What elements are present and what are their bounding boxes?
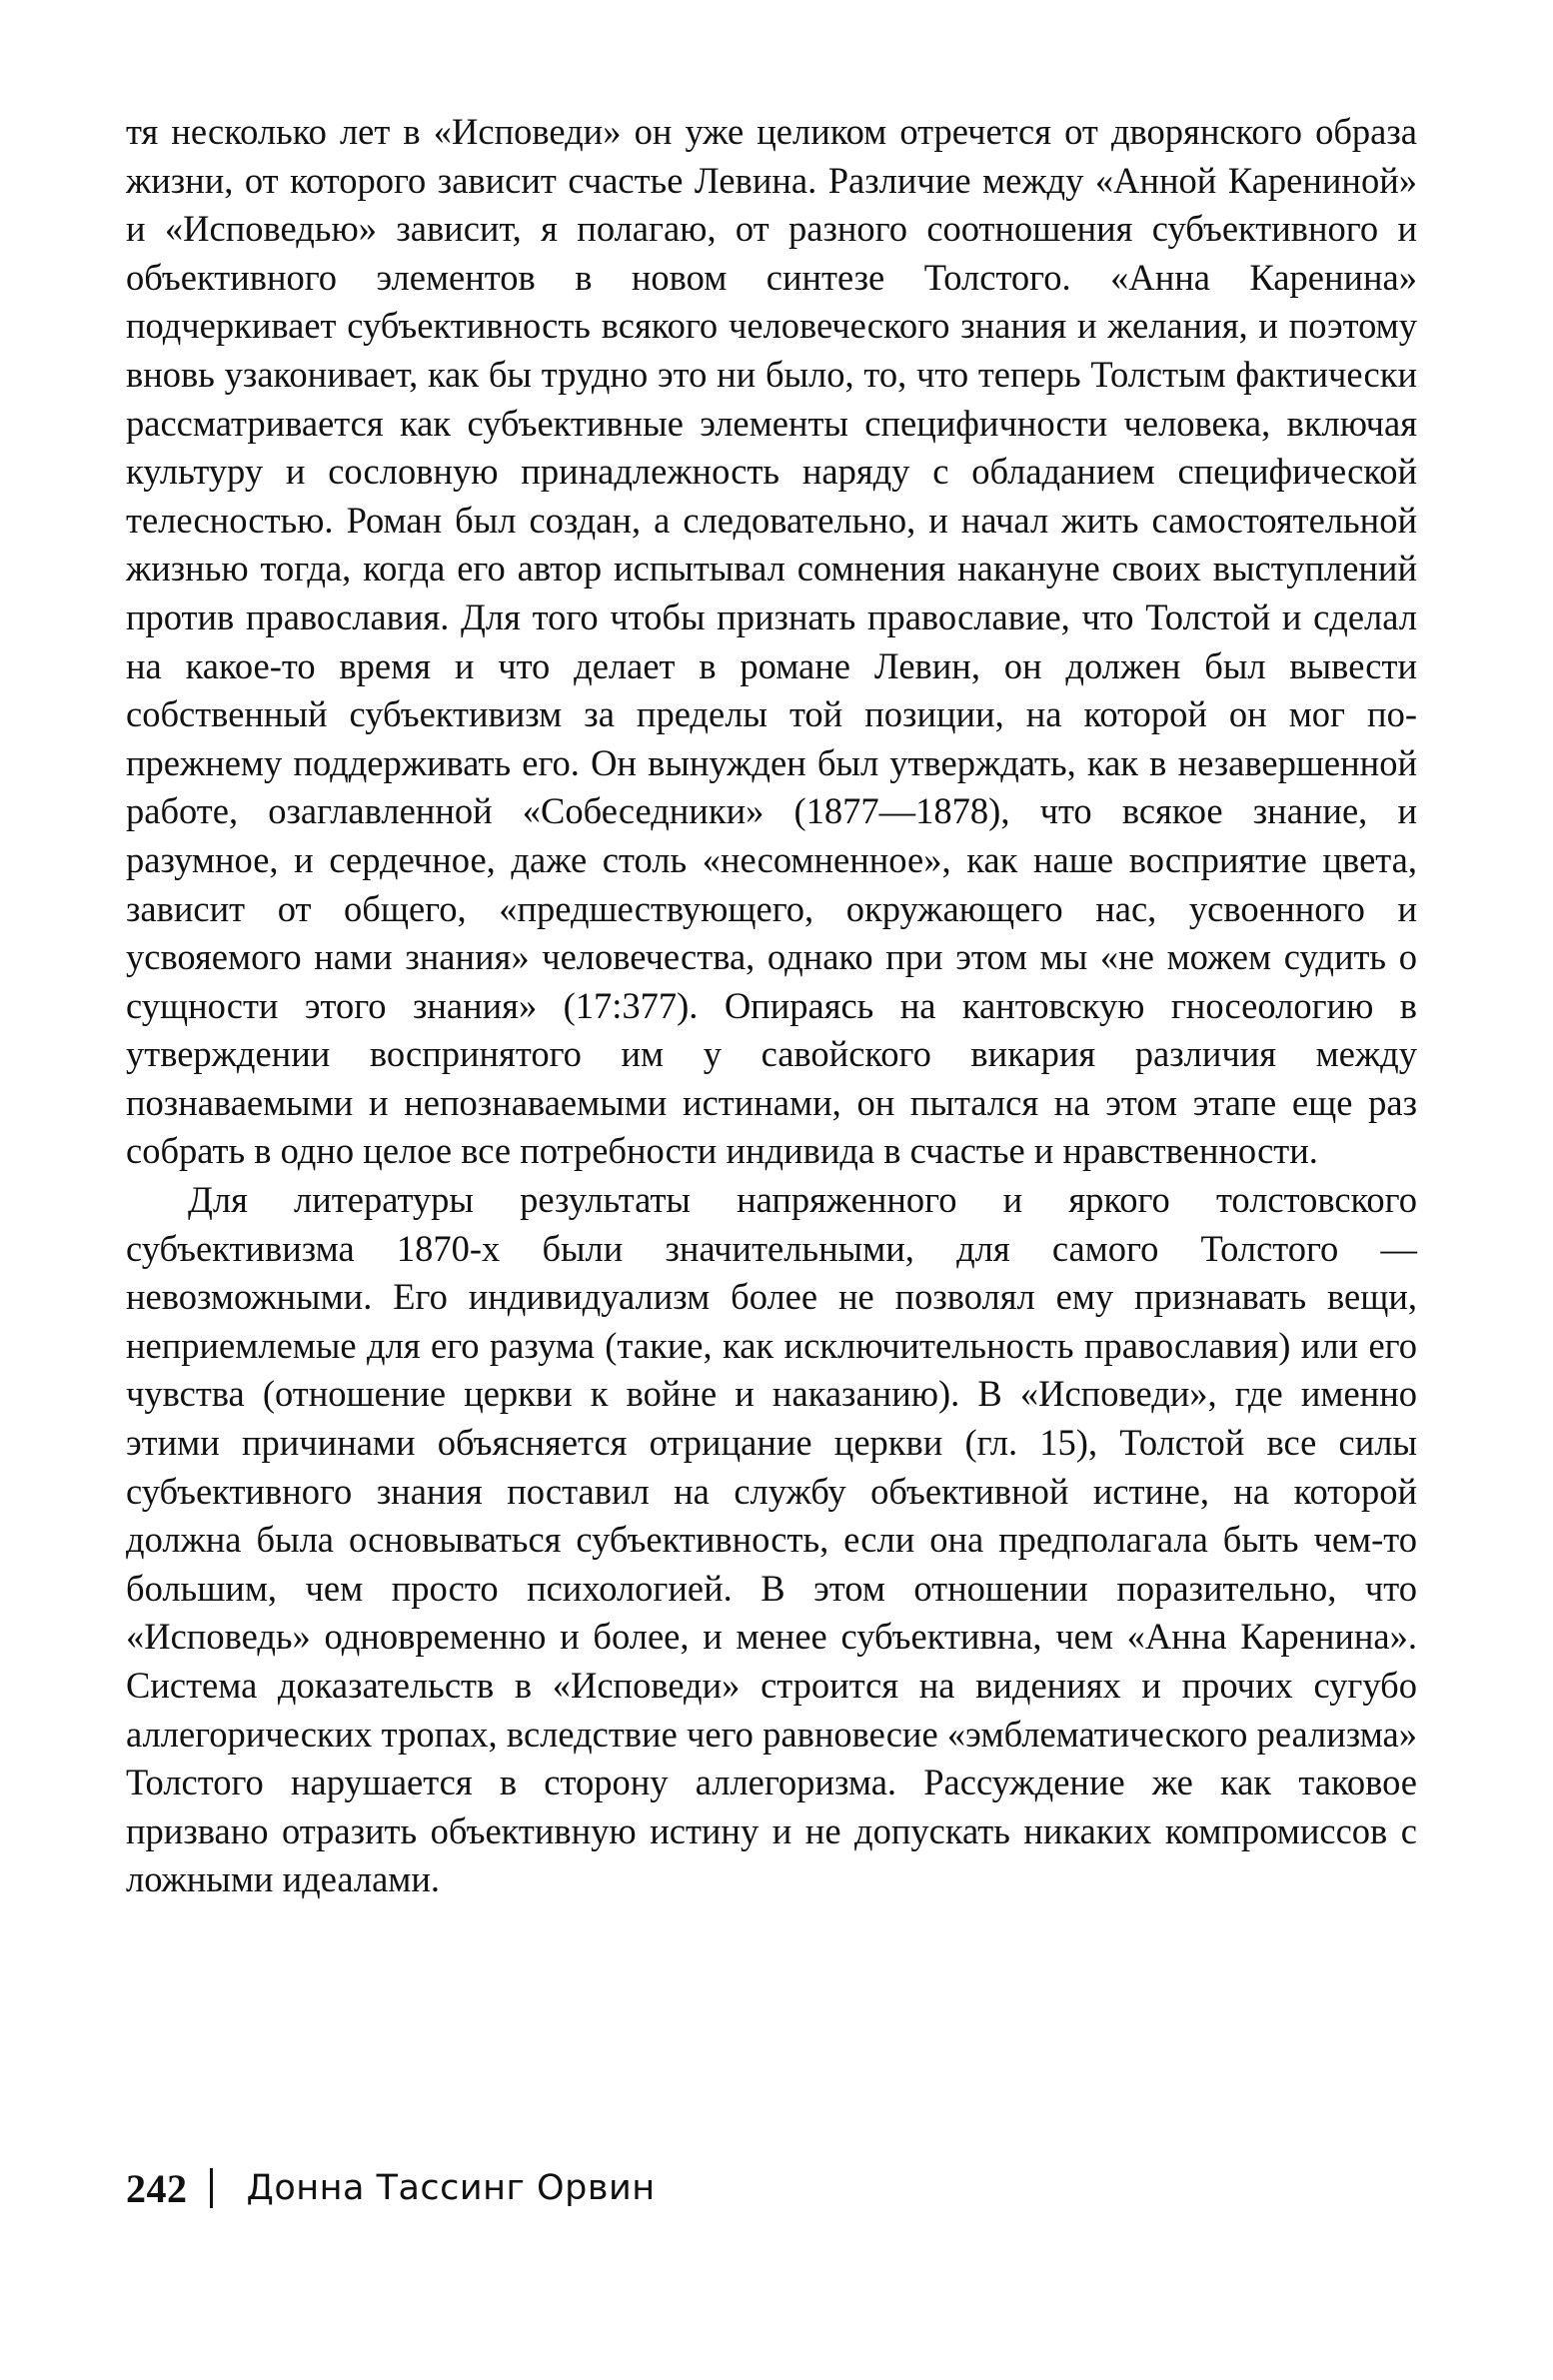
paragraph-1: тя несколько лет в «Исповеди» он уже целиком отречется от дворянского образа жизни, от которого зависит счастье Левина. Различие между «Анной Карениной» и «Исповедью» зависит, я полагаю, от разного соотношения субъективного и объективного элементов в новом синтезе Толстого. «Анна Каренина» подчеркивает субъективность всякого человеческого знания и желания, и поэтому вновь узаконивает, как бы трудно это ни было, то, что теперь Толстым фактически рассматривается как субъективные элементы специфичности человека, включая культуру и сословную принадлежность наряду с обладанием специфической телесностью. Роман был создан, а следовательно, и начал жить самостоятельной жизнью тогда, когда его автор испытывал сомнения накануне своих выступлений против православия. Для того чтобы признать православие, что Толстой и сделал на какое-то время и что делает в романе Левин, он должен был вывести собственный субъективизм за пределы той позиции, на которой он мог по-прежнему поддерживать его. Он вынужден был утверждать, как в незавершенной работе, озаглавленной «Собеседники» (1877—1878), что всякое знание, и разумное, и сердечное, даже столь «несомненное», как наше восприятие цвета, зависит от общего, «предшествующего, окружающего нас, усвоенного и усвояемого нами знания» человечества, однако при этом мы «не можем судить о сущности этого знания» (17:377). Опираясь на кантовскую гносеологию в утверждении воспринятого им у савойского викария различия между познаваемыми и непознаваемыми истинами, он пытался на этом этапе еще раз собрать в одно целое все потребности индивида в счастье и нравственности. [126,111,1417,1172]
page-number: 242 [126,2165,188,2211]
body-text [126,108,1417,1904]
running-header-author: Донна Тассинг Орвин [246,2168,656,2208]
footer-divider [210,2168,213,2208]
paragraph-2: Для литературы результаты напряженного и яркого толстовского субъективизма 1870-х были значительными, для самого Толстого — невозможными. Его индивидуализм более не позволял ему признавать вещи, неприемлемые для его разума (такие, как исключительность православия) или его чувства (отношение церкви к войне и наказанию). В «Исповеди», где именно этими причинами объясняется отрицание церкви (гл. 15), Толстой все силы субъективного знания поставил на службу объективной истине, на которой должна была основываться субъективность, если она предполагала быть чем-то большим, чем просто психологией. В этом отношении поразительно, что «Исповедь» одновременно и более, и менее субъективна, чем «Анна Каренина». Система доказательств в «Исповеди» строится на видениях и прочих сугубо аллегорических тропах, вследствие чего равновесие «эмблематического реализма» Толстого нарушается в сторону аллегоризма. Рассуждение же как таковое призвано отразить объективную истину и не допускать никаких компромиссов с ложными идеалами. [126,1179,1417,1900]
page-footer [126,2158,656,2218]
